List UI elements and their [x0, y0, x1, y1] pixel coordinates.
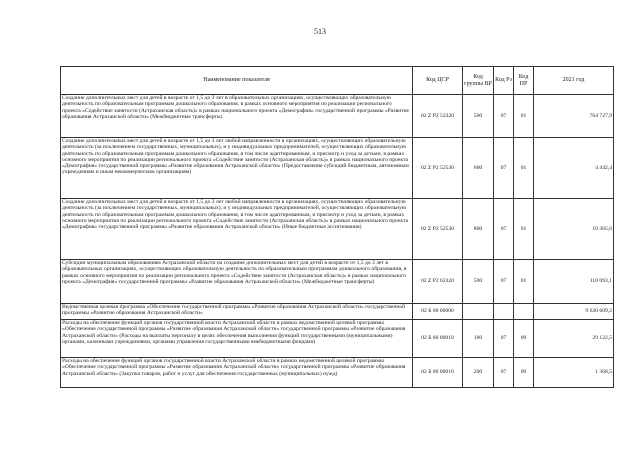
row-amount: 764 727,9 — [534, 95, 614, 138]
row-amount: 4 442,4 — [534, 138, 614, 199]
header-pr: Код ПР — [514, 67, 534, 95]
row-amount: 110 093,1 — [534, 260, 614, 304]
row-description: Субсидии муниципальным образованиям Астраханской области на создание дополнительных мест для детей в возрасте от 1,5 до 3 лет в образовательных организациях, осуществляющих образовательную деятельность по образовательным программам дошкольного образования, в рамках основного мероприятия по реализации регионального проекта «Содействие занятости (Астраханская область)» в рамках национального проекта «Демография» государственной программы «Развитие образования Астраханской области» (Межбюджетные трансферты) — [61, 260, 413, 304]
row-vr: 600 — [463, 138, 494, 199]
row-csr: 02 Б 00 00010 — [413, 320, 463, 358]
header-year: 2021 год — [534, 67, 614, 95]
table-row — [61, 138, 614, 199]
row-vr: 800 — [463, 199, 494, 260]
budget-table — [60, 66, 614, 388]
table-row — [61, 95, 614, 138]
row-pr: 09 — [514, 320, 534, 358]
row-description: Ведомственная целевая программа «Обеспечение государственной программы «Развитие образования Астраханской области» государственной программы «Развитие образования Астраханской области» — [61, 304, 413, 320]
table-row — [61, 260, 614, 304]
row-csr: 02 Z P2 52320 — [413, 95, 463, 138]
header-name: Наименование показателя — [61, 67, 413, 95]
row-rz: 07 — [494, 95, 514, 138]
row-csr: 02 Б 00 00000 — [413, 304, 463, 320]
row-rz: 07 — [494, 320, 514, 358]
row-rz: 07 — [494, 138, 514, 199]
header-rz: Код Рз — [494, 67, 514, 95]
row-description: Расходы на обеспечение функций органов государственной власти Астраханской области в рамках ведомственной целевой программы «Обеспечение государственной программы «Развитие образования Астраханской области» государственной программы «Развитие образования Астраханской области» (Расходы на выплаты персоналу в целях обеспечения выполнения функций государственными (муниципальными) органами, казенными учреждениями, органами управления государственными внебюджетными фондами) — [61, 320, 413, 358]
header-vr: Код группы ВР — [463, 67, 494, 95]
row-pr: 01 — [514, 138, 534, 199]
row-amount: 29 122,5 — [534, 320, 614, 358]
row-csr: 02 Z P2 52530 — [413, 199, 463, 260]
table-row — [61, 304, 614, 320]
row-csr: 02 Z P2 52530 — [413, 138, 463, 199]
row-rz: 07 — [494, 358, 514, 388]
row-vr — [463, 304, 494, 320]
row-vr: 100 — [463, 320, 494, 358]
row-pr — [514, 304, 534, 320]
table-row — [61, 320, 614, 358]
table-row — [61, 358, 614, 388]
header-csr: Код ЦСР — [413, 67, 463, 95]
row-csr: 02 Б 00 00010 — [413, 358, 463, 388]
row-csr: 02 Z P2 62320 — [413, 260, 463, 304]
row-vr: 500 — [463, 260, 494, 304]
row-pr: 01 — [514, 260, 534, 304]
row-amount: 10 365,6 — [534, 199, 614, 260]
row-amount: 9 630 609,2 — [534, 304, 614, 320]
row-vr: 500 — [463, 95, 494, 138]
row-description: Создание дополнительных мест для детей в возрасте от 1,5 до 3 лет любой направленности в организациях, осуществляющих образовательную деятельность (за исключением государственных, муниципальных), и у индивидуальных предпринимателей, осуществляющих образовательную деятельность по образовательным программам дошкольного образования, в том числе адаптированным, и присмотр и уход за детьми, в рамках основного мероприятия по реализации регионального проекта «Содействие занятости (Астраханская область)» в рамках национального проекта «Демография» государственной программы «Развитие образования Астраханской области» (Предоставление субсидий бюджетным, автономным учреждениям и иным некоммерческим организациям) — [61, 138, 413, 199]
table-row — [61, 199, 614, 260]
row-description: Создание дополнительных мест для детей в возрасте от 1,5 до 3 лет в образовательных организациях, осуществляющих образовательную деятельность по образовательным программам дошкольного образования, в рамках основного мероприятия по реализации регионального проекта «Содействие занятости (Астраханская область)» в рамках национального проекта «Демография» государственной программы «Развитие образования Астраханской области» (Межбюджетные трансферты) — [61, 95, 413, 138]
row-description: Расходы на обеспечение функций органов государственной власти Астраханской области в рамках ведомственной целевой программы «Обеспечение государственной программы «Развитие образования Астраханской области» государственной программы «Развитие образования Астраханской области» (Закупка товаров, работ и услуг для обеспечения государственных (муниципальных) нужд) — [61, 358, 413, 388]
row-pr: 01 — [514, 95, 534, 138]
page-number: 513 — [314, 27, 326, 36]
table-header-row — [61, 67, 614, 95]
row-vr: 200 — [463, 358, 494, 388]
row-description: Создание дополнительных мест для детей в возрасте от 1,5 до 3 лет любой направленности в организациях, осуществляющих образовательную деятельность (за исключением государственных, муниципальных), и у индивидуальных предпринимателей, осуществляющих образовательную деятельность по образовательным программам дошкольного образования, в том числе адаптированным, и присмотр и уход за детьми, в рамках основного мероприятия по реализации регионального проекта «Содействие занятости (Астраханская область)» в рамках национального проекта «Демография» государственной программы «Развитие образования Астраханской области» (Иные бюджетные ассигнования) — [61, 199, 413, 260]
row-rz: 07 — [494, 260, 514, 304]
row-rz: 07 — [494, 199, 514, 260]
row-pr: 01 — [514, 199, 534, 260]
row-amount: 1 368,5 — [534, 358, 614, 388]
row-pr: 09 — [514, 358, 534, 388]
row-rz — [494, 304, 514, 320]
